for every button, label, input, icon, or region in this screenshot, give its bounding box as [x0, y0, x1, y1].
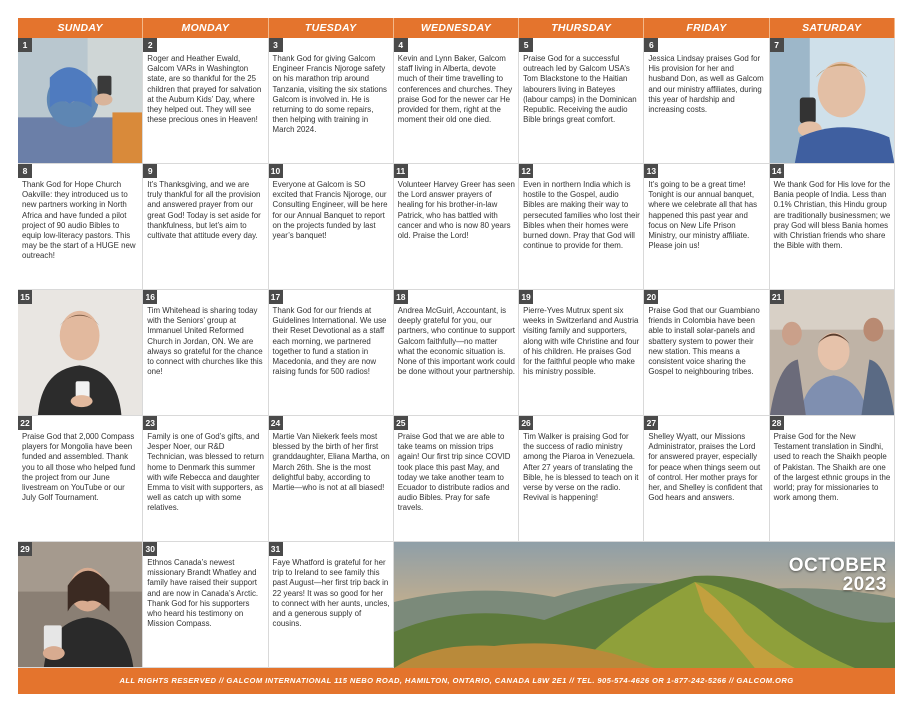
day-text: Praise God that we are able to take teams on mission trips again! Our first trip since COVID took place this past May, and today we take another team to Ecuador to distribute radios and audio Bibles. Pray for safe travels.	[397, 432, 511, 513]
woman-photo	[18, 542, 142, 667]
day-cell	[143, 164, 268, 290]
month-title	[789, 556, 887, 594]
day-cell	[18, 164, 143, 290]
day-text: Family is one of God’s gifts, and Jesper Noer, our R&D Technician, was blessed to return home to Denmark this summer with wife Rebecca and daughter Emma to visit with supporters, as well as catch up with some relatives.	[147, 432, 264, 513]
day-number: 7	[770, 38, 784, 52]
elderly-woman-photo	[18, 38, 142, 163]
day-cell	[644, 164, 769, 290]
day-cell	[269, 38, 394, 164]
day-cell	[644, 290, 769, 416]
day-text: Jessica Lindsay praises God for His provision for her and husband Don, as well as Galcom and our ministry affiliates, during this year of hardship and increasing costs.	[648, 54, 764, 115]
day-number: 25	[394, 416, 408, 430]
day-text: Shelley Wyatt, our Missions Administrator, praises the Lord for answered prayer, especially for peace when things seem out of control. Her mother prays for her, and Shelley is confident that God hears and answers.	[648, 432, 763, 503]
day-cell	[18, 38, 143, 164]
day-cell	[143, 542, 268, 668]
day-cell	[18, 542, 143, 668]
day-number: 27	[644, 416, 658, 430]
day-cell	[269, 290, 394, 416]
day-number: 4	[394, 38, 408, 52]
day-number: 24	[269, 416, 283, 430]
day-text: It’s Thanksgiving, and we are truly thankful for all the provision and answered prayer from our great God! Today is set aside for thankfulness, but let’s aim to cultivate that attitude every day.	[147, 180, 261, 241]
day-cell	[770, 164, 895, 290]
day-cell	[519, 38, 644, 164]
day-cell	[143, 290, 268, 416]
day-number: 14	[770, 164, 784, 178]
day-number: 28	[770, 416, 784, 430]
day-number: 29	[18, 542, 32, 556]
day-cell	[394, 290, 519, 416]
dayhead-sunday: SUNDAY	[18, 18, 143, 38]
day-number: 6	[644, 38, 658, 52]
calendar-grid	[18, 18, 895, 668]
day-number: 10	[269, 164, 283, 178]
day-number: 9	[143, 164, 157, 178]
day-number: 1	[18, 38, 32, 52]
day-text: It’s going to be a great time! Tonight is our annual banquet, where we celebrate all that has happened this past year and focus on New Life Prison Ministry, our ministry affiliate. Please join us!	[648, 180, 758, 251]
dayhead-tuesday: TUESDAY	[269, 18, 394, 38]
day-cell	[18, 416, 143, 542]
day-cell	[770, 416, 895, 542]
dayhead-saturday: SATURDAY	[770, 18, 895, 38]
day-number: 17	[269, 290, 283, 304]
day-text: Kevin and Lynn Baker, Galcom staff living in Alberta, devote much of their time travelling to conferences and churches. They praise God for the newer car He provided for them, right at the moment their old one died.	[397, 54, 513, 125]
day-cell	[519, 164, 644, 290]
dayhead-monday: MONDAY	[143, 18, 268, 38]
day-number: 23	[143, 416, 157, 430]
day-text: Volunteer Harvey Greer has seen the Lord answer prayers of healing for his brother-in-law Patrick, who has battled with cancer and who is now 80 years old. Praise the Lord!	[397, 180, 515, 241]
day-number: 3	[269, 38, 283, 52]
day-cell	[394, 416, 519, 542]
month-name: OCTOBER	[788, 555, 887, 576]
day-number: 26	[519, 416, 533, 430]
month-year: 2023	[842, 574, 887, 595]
day-cell	[644, 416, 769, 542]
day-number: 2	[143, 38, 157, 52]
day-cell	[519, 416, 644, 542]
dayhead-friday: FRIDAY	[644, 18, 769, 38]
boy-photo	[770, 38, 894, 163]
day-text: Praise God that 2,000 Compass players for Mongolia have been funded and assembled. Thank you to all those who helped fund the project from our June livestream on YouTube or our July Golf Tournament.	[22, 432, 136, 503]
day-number: 21	[770, 290, 784, 304]
day-text: Thank God for our friends at Guidelines International. We use their Reset Devotional as a staff each morning, we partnered together to fund a station in Macedonia, and they are now raising funds for 500 radios!	[272, 306, 387, 377]
day-number: 30	[143, 542, 157, 556]
day-cell	[143, 416, 268, 542]
day-text: Praise God that our Guambiano friends in Colombia have been able to install solar-panels and sbattery system to power their new station. This means a consistent voice sharing the Gospel to neighbouring tribes.	[648, 306, 760, 377]
day-cell	[644, 38, 769, 164]
day-number: 8	[18, 164, 32, 178]
day-number: 18	[394, 290, 408, 304]
day-number: 22	[18, 416, 32, 430]
day-number: 11	[394, 164, 408, 178]
day-text: Tim Walker is praising God for the success of radio ministry among the Piaroa in Venezuela. After 27 years of translating the Bible, he is blessed to teach on it verse by verse on the radio. Revival is happening!	[523, 432, 639, 503]
day-text: Praise God for the New Testament translation in Sindhi, used to reach the Shaikh people of Pakistan. The Shaikh are one of the largest ethnic groups in the world; pray for missionaries to work among them.	[773, 432, 891, 503]
classroom-children-photo	[770, 290, 894, 415]
day-cell	[394, 38, 519, 164]
mountain-landscape-photo	[394, 542, 895, 668]
day-text: Pierre-Yves Mutrux spent six weeks in Switzerland and Austria visiting family and supporters, along with wife Christine and four of his children. He praises God for the faithful people who make his ministry possible.	[523, 306, 640, 377]
day-text: Ethnos Canada’s newest missionary Brandt Whatley and family have raised their support and are now in Canada’s Arctic. Thank God for his supporters who heard his testimony on Mission Compass.	[147, 558, 259, 629]
dayhead-wednesday: WEDNESDAY	[394, 18, 519, 38]
day-text: Tim Whitehead is sharing today with the Seniors’ group at Immanuel United Reformed Church in Jordan, ON. We are always so grateful for the chance to connect with churches like this one!	[147, 306, 263, 377]
day-number: 12	[519, 164, 533, 178]
day-number: 19	[519, 290, 533, 304]
dayhead-thursday: THURSDAY	[519, 18, 644, 38]
day-number: 16	[143, 290, 157, 304]
day-number: 20	[644, 290, 658, 304]
day-number: 13	[644, 164, 658, 178]
day-text: We thank God for His love for the Bania people of India. Less than 0.1% Christian, this Hindu group are traditionally businessmen; we pray God will bless Bania homes with Christian friends who share the Bible with them.	[773, 180, 891, 251]
footer-bar: ALL RIGHTS RESERVED // GALCOM INTERNATIONAL 115 NEBO ROAD, HAMILTON, ONTARIO, CANADA L8W 2E1 // TEL. 905-574-4626 OR 1-877-242-5266 // GALCOM.ORG	[18, 668, 895, 694]
day-text: Thank God for Hope Church Oakville: they introduced us to new partners working in North Africa and have funded a pilot project of 90 audio Bibles to equip low-literacy pastors. This may be the start of a HUGE new outreach!	[22, 180, 136, 261]
day-text: Martie Van Niekerk feels most blessed by the birth of her first granddaughter, Eliana Martha, on March 26th. She is the most delightful baby, according to Martie—who is not at all biased!	[272, 432, 390, 493]
day-number: 15	[18, 290, 32, 304]
day-text: Andrea McGuirl, Accountant, is deeply grateful for you, our partners, who continue to support Galcom faithfully—no matter what the economic situation is. None of this important work could be done without your partnership.	[397, 306, 515, 377]
day-text: Roger and Heather Ewald, Galcom VARs in Washington state, are so thankful for the 25 children that prayed for salvation at the Auburn Kids’ Day, where they helped out. They will see these precious ones in Heaven!	[147, 54, 262, 125]
day-text: Everyone at Galcom is SO excited that Francis Njoroge, our Consulting Engineer, will be here for our Annual Banquet to report on the projects funded by last year’s banquet!	[272, 180, 388, 241]
day-cell	[269, 542, 394, 668]
man-photo	[18, 290, 142, 415]
day-text: Even in northern India which is hostile to the Gospel, audio Bibles are making their way to persecuted families who lost their Bibles when their homes were burned down. Pray that God will continue to provide for them.	[523, 180, 640, 251]
day-cell	[269, 416, 394, 542]
day-text: Praise God for a successful outreach led by Galcom USA’s Tom Blackstone to the Haitian labourers living in Bateyes (labour camps) in the Dominican Republic. Receiving the audio Bible brings great comfort.	[523, 54, 637, 125]
day-number: 5	[519, 38, 533, 52]
day-cell	[18, 290, 143, 416]
day-cell	[770, 38, 895, 164]
day-number: 31	[269, 542, 283, 556]
day-cell	[394, 164, 519, 290]
day-cell	[519, 290, 644, 416]
day-cell	[770, 290, 895, 416]
day-text: Thank God for giving Galcom Engineer Francis Njoroge safety on his marathon trip around Tanzania, visiting the six stations Galcom is involved in. He is returning to do some repairs, then helping with training in March 2024.	[272, 54, 388, 135]
day-text: Faye Whatford is grateful for her trip to Ireland to see family this past August—her first trip back in 22 years! It was so good for her to connect with her aunts, uncles, and a generous supply of cousins.	[272, 558, 390, 629]
day-cell	[269, 164, 394, 290]
day-cell	[143, 38, 268, 164]
